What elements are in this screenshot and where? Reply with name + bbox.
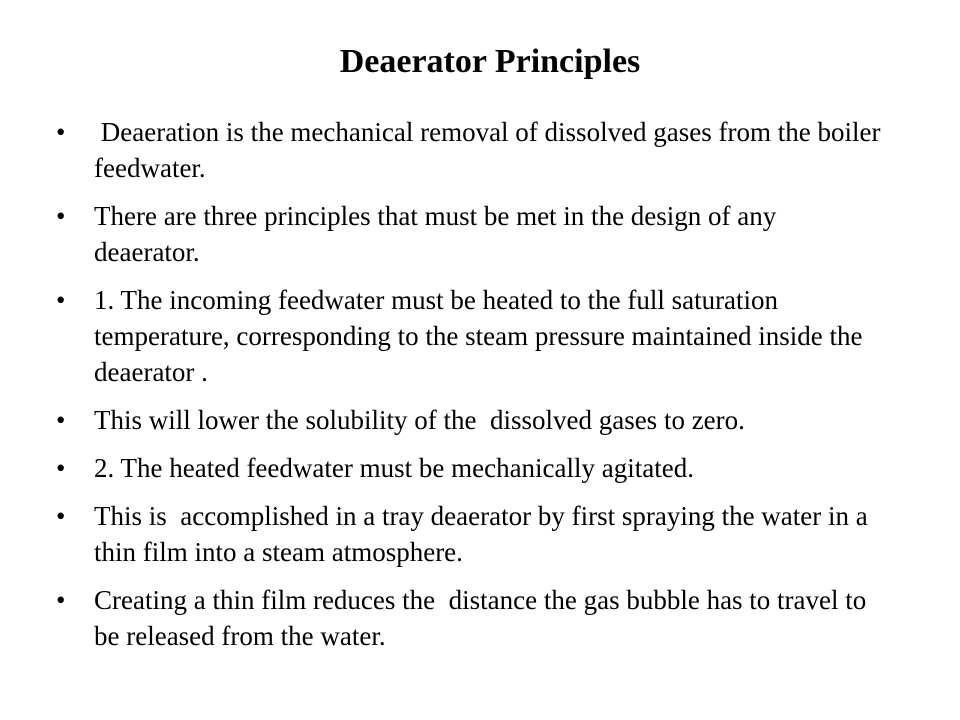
bullet-text: 2. The heated feedwater must be mechanically agitated. xyxy=(94,453,694,483)
bullet-item xyxy=(56,198,886,270)
bullet-dot-icon: • xyxy=(56,501,66,531)
bullet-item xyxy=(56,114,886,186)
bullet-dot-icon: • xyxy=(56,405,66,435)
bullet-dot-icon: • xyxy=(56,585,66,615)
bullet-dot-icon: • xyxy=(56,285,66,315)
bullet-item xyxy=(56,582,886,654)
bullet-text: Deaeration is the mechanical removal of dissolved gases from the boiler feedwater. xyxy=(94,117,888,183)
bullet-text: 1. The incoming feedwater must be heated to the full saturation temperature, corresponding to the steam pressure maintained inside the deaerator . xyxy=(94,285,870,387)
bullet-text: This is accomplished in a tray deaerator by first spraying the water in a thin film into a steam atmosphere. xyxy=(94,501,875,567)
bullet-text: There are three principles that must be met in the design of any deaerator. xyxy=(94,201,784,267)
bullet-dot-icon: • xyxy=(56,453,66,483)
bullet-item xyxy=(56,450,886,486)
bullet-item xyxy=(56,402,886,438)
bullet-text: Creating a thin film reduces the distance the gas bubble has to travel to be released from the water. xyxy=(94,585,874,651)
bullet-text: This will lower the solubility of the dissolved gases to zero. xyxy=(94,405,745,435)
bullet-list xyxy=(56,114,886,666)
bullet-item xyxy=(56,498,886,570)
bullet-dot-icon: • xyxy=(56,201,66,231)
slide-title: Deaerator Principles xyxy=(339,43,641,80)
bullet-dot-icon: • xyxy=(56,117,66,147)
bullet-item xyxy=(56,282,886,390)
